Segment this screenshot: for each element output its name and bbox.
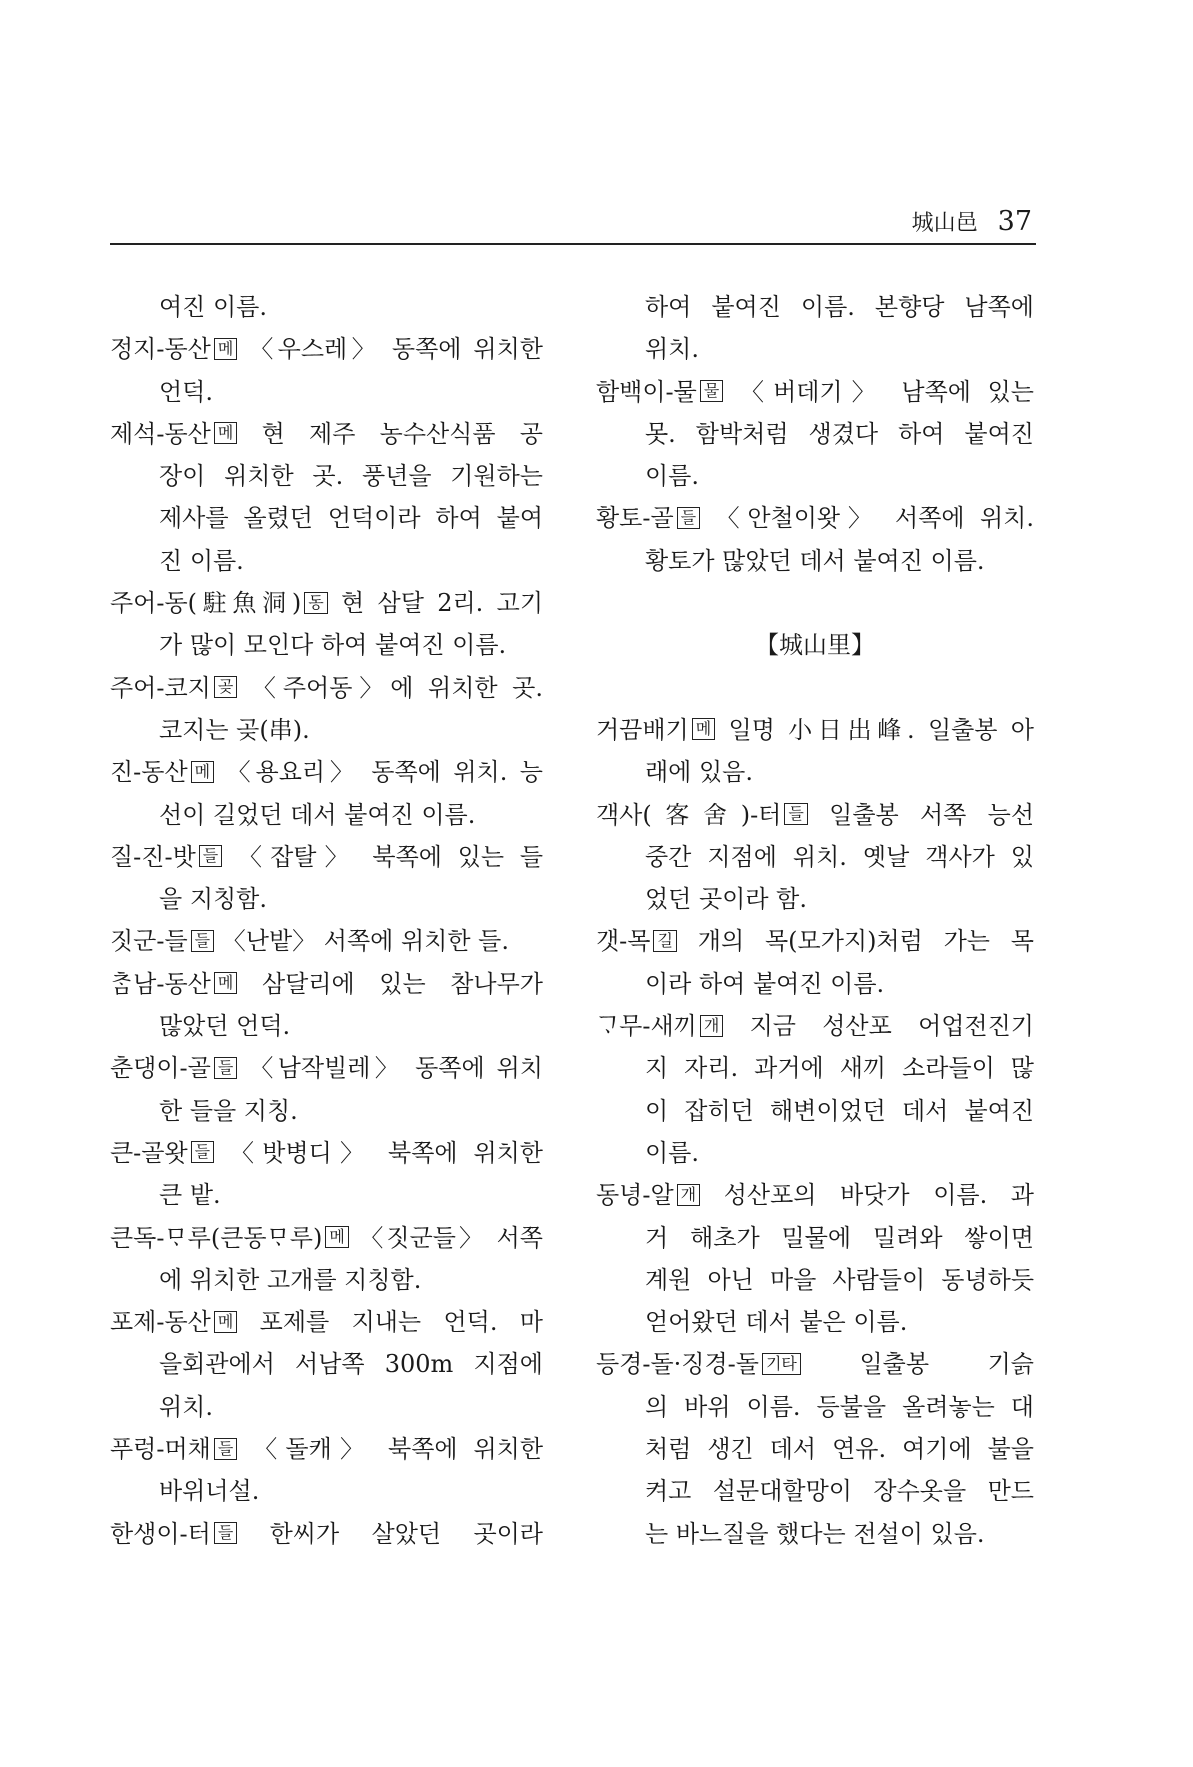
- dictionary-entry: [596, 1005, 1034, 1174]
- entry-line: [110, 751, 543, 793]
- entry-line: [110, 1301, 543, 1343]
- entry-text: 이 잡히던 해변이었던 데서 붙여진: [645, 1096, 1034, 1125]
- category-tag: 들: [214, 1057, 237, 1079]
- entry-text: 삼달리에 있는 참나무가: [261, 969, 543, 998]
- entry-line: [596, 1090, 1034, 1132]
- dictionary-entry: [110, 1428, 543, 1513]
- category-tag: 메: [214, 972, 237, 994]
- category-tag: 메: [214, 422, 237, 444]
- entry-line: [110, 1513, 543, 1555]
- entry-line: [110, 371, 543, 413]
- dictionary-entry: [596, 497, 1034, 582]
- entry-text: 는 바느질을 했다는 전설이 있음.: [645, 1519, 985, 1548]
- entry-line: [110, 1259, 543, 1301]
- entry-text: 〈돌캐〉 북쪽에 위치한: [253, 1435, 543, 1464]
- entry-line: [596, 1301, 1034, 1343]
- entry-text: 〈난밭〉 서쪽에 위치한 들.: [221, 927, 509, 956]
- entry-line: [110, 1132, 543, 1174]
- entry-line: [596, 1343, 1034, 1385]
- entry-headword: 큰독-ᄆᆞ루(큰동ᄆᆞ루): [110, 1223, 323, 1252]
- category-tag: 들: [191, 1141, 214, 1163]
- entry-headword: 큰-골왓: [110, 1138, 188, 1167]
- entry-text: 일출봉 서쪽 능선: [829, 800, 1035, 829]
- entry-text: 현 제주 농수산식품 공: [261, 419, 543, 448]
- dictionary-entry: [110, 1301, 543, 1428]
- entry-text: 〈짓군들〉 서쪽: [359, 1223, 543, 1252]
- category-tag: 들: [784, 803, 807, 825]
- dictionary-entry: [110, 963, 543, 1048]
- entry-line: [110, 667, 543, 709]
- entry-line: [596, 1470, 1034, 1512]
- dictionary-entry: [110, 328, 543, 413]
- entry-line: [110, 1343, 543, 1385]
- entry-text: 거 해초가 밀물에 밀려와 쌓이면: [645, 1223, 1034, 1252]
- entry-text: 위치.: [159, 1392, 213, 1421]
- category-tag: 곶: [214, 676, 237, 698]
- entry-text: 성산포의 바닷가 이름. 과: [723, 1181, 1034, 1210]
- dictionary-entry: [110, 286, 543, 328]
- dictionary-entry: [596, 920, 1034, 1005]
- entry-text: 현 삼달 2리. 고기: [341, 589, 544, 618]
- dictionary-entry: [110, 1217, 543, 1302]
- entry-headword: 한생이-터: [110, 1519, 211, 1548]
- left-column: [110, 286, 543, 1555]
- dictionary-entry: [596, 1343, 1034, 1554]
- entry-text: 〈주어동〉에 위치한 곳.: [251, 673, 543, 702]
- entry-line: [110, 624, 543, 666]
- entry-line: [596, 1386, 1034, 1428]
- entry-line: [596, 497, 1034, 539]
- entry-line: [110, 1174, 543, 1216]
- entry-headword: 푸렁-머채: [110, 1435, 211, 1464]
- dictionary-entry: [110, 413, 543, 582]
- entry-text: 〈밧병디〉 북쪽에 위치한: [230, 1138, 543, 1167]
- entry-line: [596, 286, 1034, 328]
- entry-text: 못. 함박처럼 생겼다 하여 붙여진: [645, 419, 1034, 448]
- dictionary-entry: [596, 286, 1034, 371]
- entry-headword: 주어-코지: [110, 673, 211, 702]
- dictionary-entry: [110, 920, 543, 962]
- entry-line: [596, 963, 1034, 1005]
- category-tag: 동: [304, 592, 327, 614]
- dictionary-entry: [110, 1047, 543, 1132]
- entry-line: [110, 497, 543, 539]
- entry-text: 〈남작빌레〉 동쪽에 위치: [249, 1054, 543, 1083]
- entry-line: [110, 1090, 543, 1132]
- entry-text: 에 위치한 고개를 지칭함.: [159, 1265, 422, 1294]
- category-tag: 물: [700, 380, 723, 402]
- entry-line: [110, 1047, 543, 1089]
- entry-text: 진 이름.: [159, 546, 244, 575]
- entry-text: 코지는 곶(串).: [159, 715, 310, 744]
- entry-text: 〈잡탈〉 북쪽에 있는 들: [238, 842, 544, 871]
- entry-text: 개의 목(모가지)처럼 가는 목: [697, 927, 1034, 956]
- entry-text: 이름.: [645, 1138, 699, 1167]
- entry-text: 하여 붙여진 이름. 본향당 남쪽에: [645, 293, 1034, 321]
- entry-headword: 짓군-들: [110, 927, 188, 956]
- right-column-entries: [596, 286, 1034, 582]
- entry-line: [596, 794, 1034, 836]
- entry-line: [596, 836, 1034, 878]
- entry-line: [110, 794, 543, 836]
- entry-text: 얻어왔던 데서 붙은 이름.: [645, 1308, 908, 1337]
- category-tag: 메: [214, 1311, 237, 1333]
- entry-line: [110, 1428, 543, 1470]
- entry-text: 포제를 지내는 언덕. 마: [259, 1308, 543, 1337]
- entry-line: [596, 878, 1034, 920]
- entry-text: 〈용요리〉 동쪽에 위치. 능: [226, 758, 543, 787]
- entry-line: [596, 920, 1034, 962]
- dictionary-entry: [110, 751, 543, 836]
- entry-line: [596, 1132, 1034, 1174]
- entry-text: 바위너설.: [159, 1477, 260, 1506]
- entry-line: [110, 413, 543, 455]
- entry-headword: 포제-동산: [110, 1308, 211, 1337]
- entry-headword: 함백이-물: [596, 377, 697, 406]
- entry-text: 제사를 올렸던 언덕이라 하여 붙여: [159, 504, 543, 533]
- entry-text: 〈버데기〉 남쪽에 있는: [740, 377, 1034, 406]
- entry-line: [110, 963, 543, 1005]
- entry-headword: 주어-동(駐魚洞): [110, 589, 302, 618]
- dictionary-entry: [596, 794, 1034, 921]
- entry-text: 선이 길었던 데서 붙여진 이름.: [159, 800, 476, 829]
- page-number: 37: [997, 206, 1032, 237]
- dictionary-entry: [110, 1513, 543, 1555]
- entry-line: [110, 1217, 543, 1259]
- entry-line: [596, 751, 1034, 793]
- entry-text: 을회관에서 서남쪽 300m 지점에: [159, 1350, 543, 1379]
- dictionary-entry: [596, 1174, 1034, 1343]
- entry-line: [110, 328, 543, 370]
- entry-headword: 동녕-알: [596, 1181, 674, 1210]
- entry-text: 〈우스레〉 동쪽에 위치한: [249, 335, 543, 364]
- entry-text: 중간 지점에 위치. 옛날 객사가 있: [645, 842, 1034, 871]
- category-tag: 개: [700, 1015, 723, 1037]
- entry-line: [596, 1428, 1034, 1470]
- entry-line: [596, 1174, 1034, 1216]
- entry-line: [110, 878, 543, 920]
- entry-text: 었던 곳이라 함.: [645, 885, 807, 914]
- entry-line: [110, 1386, 543, 1428]
- entry-headword: ᄎᆞᆷ남-동산: [110, 969, 211, 998]
- entry-headword: 질-진-밧: [110, 842, 196, 871]
- dictionary-entry: [110, 667, 543, 752]
- entry-line: [596, 540, 1034, 582]
- category-tag: 메: [191, 761, 214, 783]
- entry-text: 일출봉 기슭: [859, 1350, 1034, 1379]
- entry-text: 이라 하여 붙여진 이름.: [645, 969, 885, 998]
- category-tag: 개: [677, 1184, 700, 1206]
- category-tag: 메: [325, 1226, 348, 1248]
- entry-text: 켜고 설문대할망이 장수옷을 만드: [645, 1477, 1034, 1506]
- section-entries: [596, 709, 1034, 1555]
- entry-text: 래에 있음.: [645, 758, 753, 787]
- dictionary-entry: [110, 582, 543, 667]
- entry-text: 이름.: [645, 462, 699, 491]
- entry-headword: 황토-골: [596, 504, 674, 533]
- entry-headword: ᄀᆞ무-새끼: [596, 1012, 697, 1041]
- entry-text: 〈안철이왓〉 서쪽에 위치.: [715, 504, 1034, 533]
- entry-line: [110, 540, 543, 582]
- dictionary-entry: [110, 836, 543, 921]
- category-tag: 기타: [762, 1353, 801, 1375]
- entry-headword: 거끔배기: [596, 715, 689, 744]
- entry-headword: 진-동산: [110, 758, 188, 787]
- category-tag: 들: [214, 1522, 237, 1544]
- category-tag: 들: [199, 845, 222, 867]
- entry-headword: 등경-돌·징경-돌: [596, 1350, 759, 1379]
- entry-line: [596, 1047, 1034, 1089]
- entry-line: [110, 709, 543, 751]
- entry-text: 지금 성산포 어업전진기: [749, 1012, 1034, 1041]
- entry-text: 계원 아닌 마을 사람들이 동녕하듯: [645, 1265, 1034, 1294]
- entry-line: [596, 1005, 1034, 1047]
- entry-text: 언덕.: [159, 377, 213, 406]
- entry-line: [596, 1513, 1034, 1555]
- category-tag: 들: [214, 1438, 237, 1460]
- dictionary-entry: [596, 709, 1034, 794]
- category-tag: 메: [214, 338, 237, 360]
- entry-text: 처럼 생긴 데서 연유. 여기에 불을: [645, 1435, 1034, 1464]
- entry-headword: 춘댕이-골: [110, 1054, 211, 1083]
- entry-headword: 갯-목: [596, 927, 651, 956]
- page-header: [110, 206, 1032, 240]
- category-tag: 메: [692, 718, 715, 740]
- header-section-name: 城山邑: [911, 211, 978, 236]
- section-heading: 【城山里】: [755, 631, 875, 660]
- entry-line: [110, 836, 543, 878]
- category-tag: 들: [677, 507, 700, 529]
- entry-line: [596, 1217, 1034, 1259]
- entry-text: 여진 이름.: [159, 293, 267, 321]
- entry-headword: 제석-동산: [110, 419, 211, 448]
- entry-line: [596, 328, 1034, 370]
- entry-line: [110, 455, 543, 497]
- entry-text: 지 자리. 과거에 새끼 소라들이 많: [645, 1054, 1034, 1083]
- entry-line: [110, 920, 543, 962]
- entry-line: [596, 413, 1034, 455]
- entry-text: 한씨가 살았던 곳이라: [269, 1519, 543, 1548]
- category-tag: 들: [191, 930, 214, 952]
- entry-text: 장이 위치한 곳. 풍년을 기원하는: [159, 462, 543, 491]
- entry-text: 많았던 언덕.: [159, 1012, 291, 1041]
- entry-line: [596, 709, 1034, 751]
- entry-text: 황토가 많았던 데서 붙여진 이름.: [645, 546, 985, 575]
- entry-headword: 정지-동산: [110, 335, 211, 364]
- entry-text: 한 들을 지칭.: [159, 1096, 298, 1125]
- entry-text: 일명 小日出峰. 일출봉 아: [728, 715, 1034, 744]
- entry-text: 가 많이 모인다 하여 붙여진 이름.: [159, 631, 507, 660]
- entry-line: [596, 455, 1034, 497]
- dictionary-entry: [110, 1132, 543, 1217]
- entry-line: [110, 286, 543, 328]
- entry-text: 을 지칭함.: [159, 885, 267, 914]
- entry-line: [596, 1259, 1034, 1301]
- entry-text: 큰 밭.: [159, 1181, 221, 1210]
- entry-text: 위치.: [645, 335, 699, 364]
- header-rule: [110, 243, 1036, 245]
- entry-line: [596, 371, 1034, 413]
- entry-text: 의 바위 이름. 등불을 올려놓는 대: [645, 1392, 1034, 1421]
- dictionary-entry: [596, 371, 1034, 498]
- entry-headword: 객사(客舍)-터: [596, 800, 782, 829]
- right-column: [596, 286, 1034, 1555]
- entry-line: [110, 582, 543, 624]
- entry-line: [110, 1470, 543, 1512]
- category-tag: 길: [653, 930, 676, 952]
- entry-line: [110, 1005, 543, 1047]
